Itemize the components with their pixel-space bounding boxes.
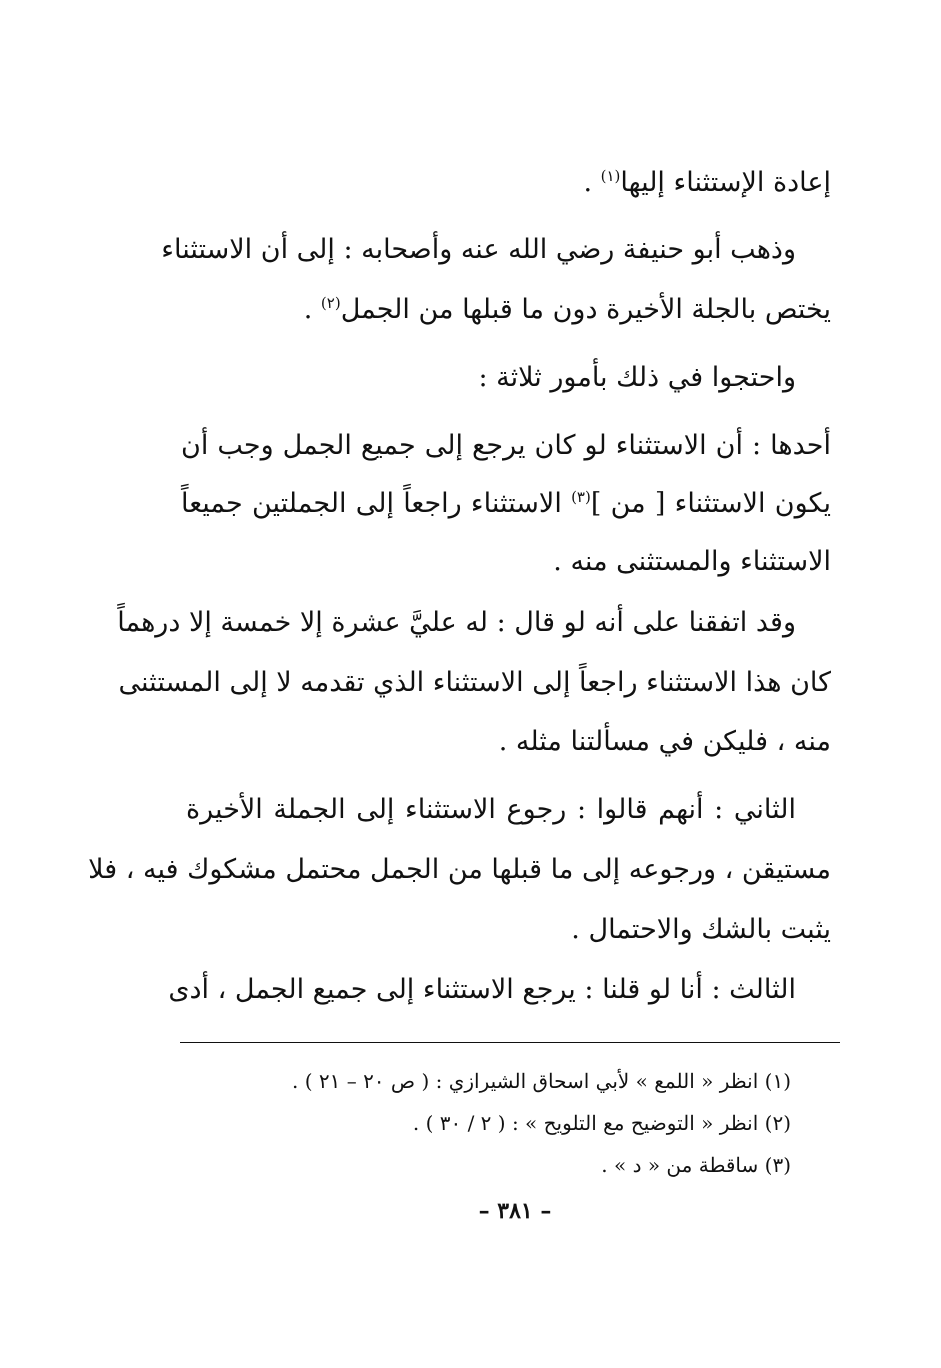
- text-line-11: الثاني : أنهم قالوا : رجوع الاستثناء إلى الجملة الأخيرة: [186, 794, 796, 825]
- text-line-1-text: إعادة الإستثناء إليها: [620, 167, 831, 198]
- page-number: – ٣٨١ –: [478, 1198, 552, 1224]
- footnote-2: (٢) انظر « التوضيح مع التلويح » : ( ٢ / ٣٠ ) .: [412, 1111, 791, 1135]
- footnote-1: (١) انظر « اللمع » لأبي اسحاق الشيرازي : ( ص ٢٠ – ٢١ ) .: [291, 1069, 791, 1093]
- text-line-9: كان هذا الاستثناء راجعاً إلى الاستثناء الذي تقدمه لا إلى المستثنى: [118, 667, 831, 698]
- text-line-6-text: يكون الاستثناء [ من ]: [590, 488, 831, 519]
- text-line-2: وذهب أبو حنيفة رضي الله عنه وأصحابه : إلى أن الاستثناء: [161, 234, 796, 265]
- text-line-8: وقد اتفقنا على أنه لو قال : له عليَّ عشرة إلا خمسة إلا درهماً: [117, 607, 796, 638]
- text-line-6: [181, 484, 831, 524]
- text-line-14: الثالث : أنا لو قلنا : يرجع الاستثناء إلى جميع الجمل ، أدى: [168, 974, 796, 1005]
- text-line-5: أحدها : أن الاستثناء لو كان يرجع إلى جميع الجمل وجب أن: [181, 430, 831, 461]
- text-line-6-end: الاستثناء راجعاً إلى الجملتين جميعاً: [181, 488, 572, 519]
- text-line-3-text: يختص بالجلة الأخيرة دون ما قبلها من الجمل: [340, 294, 831, 325]
- text-line-12: مستيقن ، ورجوعه إلى ما قبلها من الجمل محتمل مشكوك فيه ، فلا: [88, 854, 831, 885]
- text-line-13: يثبت بالشك والاحتمال .: [571, 914, 831, 945]
- text-line-10: منه ، فليكن في مسألتنا مثله .: [498, 726, 831, 757]
- footnote-marker-3: (٣): [571, 488, 591, 506]
- text-line-3-end: .: [303, 294, 321, 325]
- footnote-divider: [180, 1042, 840, 1043]
- footnote-marker-2: (٢): [320, 294, 341, 312]
- text-line-3: [304, 290, 831, 330]
- text-line-7: الاستثناء والمستثنى منه .: [553, 546, 831, 577]
- text-line-4: واحتجوا في ذلك بأمور ثلاثة :: [478, 362, 796, 393]
- footnote-3: (٣) ساقطة من « د » .: [601, 1153, 791, 1177]
- text-line-1: [583, 163, 831, 203]
- footnote-marker-1: (١): [600, 167, 621, 185]
- text-line-1-end: .: [583, 167, 601, 198]
